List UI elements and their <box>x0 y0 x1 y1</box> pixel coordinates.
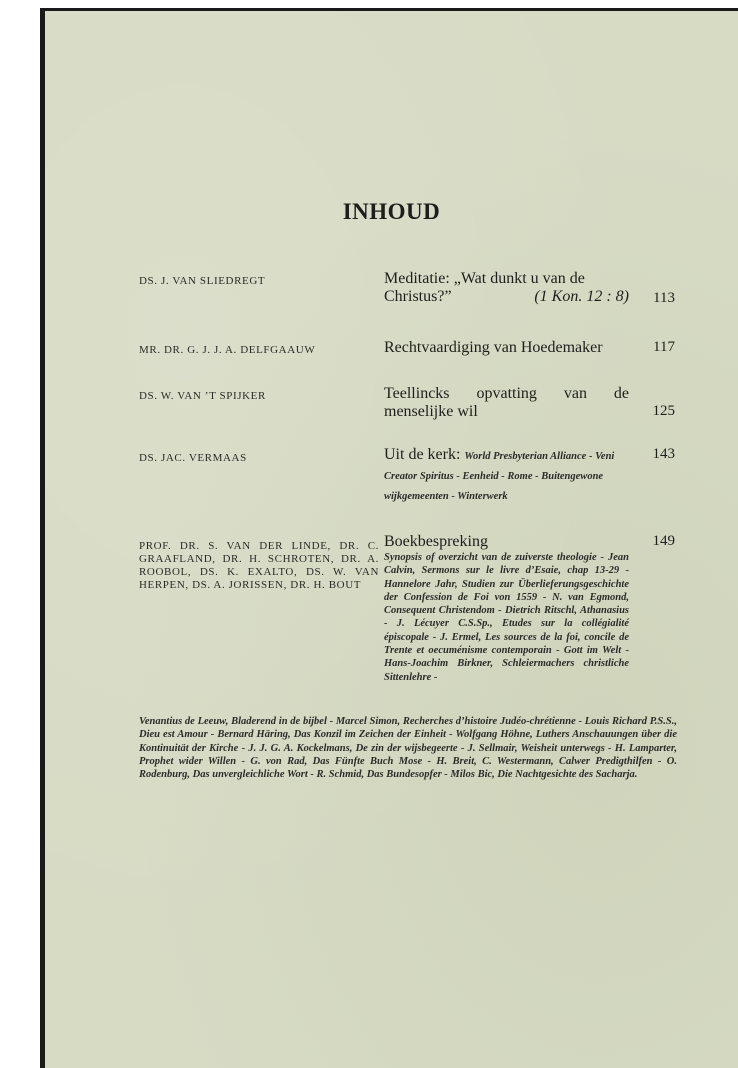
entry-author: DS. JAC. VERMAAS <box>139 452 247 464</box>
entry-page-number: 149 <box>652 533 675 549</box>
entry-author: MR. DR. G. J. J. A. DELFGAAUW <box>139 344 316 356</box>
entry-reference: (1 Kon. 12 : 8) <box>534 288 629 305</box>
entry-subtitle: World Presbyterian Alliance - Veni Creator Spiritus - Eenheid - Rome - Buitengewone wijkgemeenten - Winterwerk <box>384 451 615 502</box>
entry-title-block <box>384 446 629 506</box>
entry-title: Uit de kerk: <box>384 446 461 463</box>
entry-title: Boekbespreking <box>384 533 488 550</box>
entry-page-number: 117 <box>653 339 675 355</box>
entry-title: Rechtvaardiging van Hoedemaker <box>384 339 603 356</box>
page <box>40 8 738 1068</box>
entry-author: PROF. DR. S. VAN DER LINDE, DR. C. GRAAFLAND, DR. H. SCHROTEN, DR. A. ROOBOL, DS. K. EXALTO, DS. W. VAN HERPEN, DS. A. JORISSEN, DR. H. BOUT <box>139 540 379 591</box>
entry-author: DS. W. VAN ’T SPIJKER <box>139 390 266 402</box>
entry-title: Teellincks opvatting van de menselijke wil <box>384 385 629 420</box>
entry-page-number: 113 <box>653 290 675 306</box>
entry-title-block <box>384 533 629 684</box>
page-title: INHOUD <box>342 199 441 224</box>
entry-continuation: Venantius de Leeuw, Bladerend in de bijbel - Marcel Simon, Recherches d’histoire Judéo-chrétienne - Louis Richard P.S.S., Dieu est Amour - Bernard Häring, Das Konzil im Zeichen der Einheit - Wolfgang Höhne, Luthers Anschauungen über die Kontinuität der Kirche - J. J. G. A. Kockelmans, De zin der wijsbegeerte - J. Sellmair, Weisheit unterwegs - H. Lamparter, Prophet wider Willen - G. von Rad, Das Fünfte Buch Mose - H. Breit, C. Westermann, Calwer Predigthilfen - O. Rodenburg, Das unvergleichliche Wort - R. Schmid, Das Bundesopfer - Milos Bic, Die Nachtgesichte des Sacharja. <box>139 716 677 781</box>
entry-author: DS. J. VAN SLIEDREGT <box>139 275 266 287</box>
entry-page-number: 143 <box>652 446 675 462</box>
entry-title-block <box>384 270 629 306</box>
entry-title: Meditatie: „Wat dunkt u van de Christus?” <box>384 270 585 305</box>
entry-page-number: 125 <box>652 403 675 419</box>
entry-subtitle: Synopsis of overzicht van de zuiverste theologie - Jean Calvin, Sermons sur le livre d’Esaie, chap 13-29 - Hannelore Jahr, Studien zur Überlieferungsgeschichte der Confession de Foi von 1559 - N. van Egmond, Consequent Christendom - Dietrich Ritschl, Athanasius - J. Lécuyer C.S.Sp., Etudes sur la collégialité épiscopale - J. Ermel, Les sources de la foi, concile de Trente et oecuménisme contemporain - Gott im Welt - Hans-Joachim Birkner, Schleiermachers christliche Sittenlehre - <box>384 552 629 683</box>
